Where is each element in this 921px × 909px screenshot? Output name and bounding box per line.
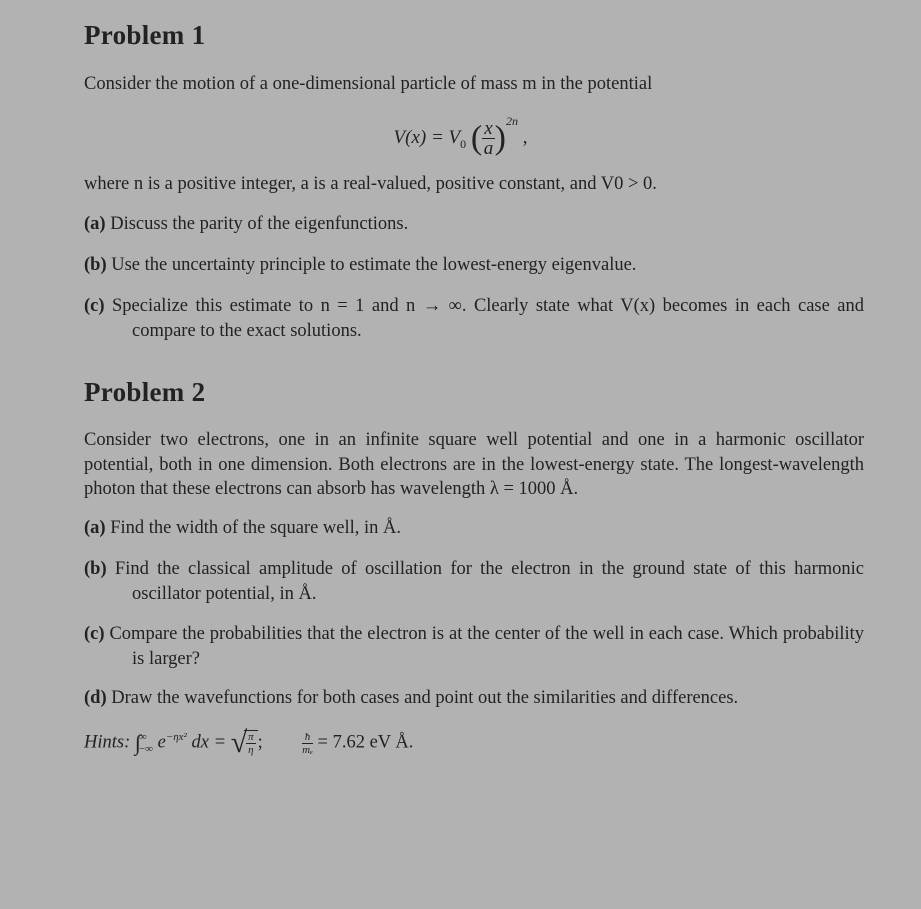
problem2-part-a xyxy=(84,516,864,541)
problem2-part-d xyxy=(84,686,864,711)
sqrt-denominator: η xyxy=(248,744,254,756)
hints-label: Hints: xyxy=(84,732,131,753)
integrand: e xyxy=(157,732,166,753)
hbar-fraction xyxy=(302,731,313,756)
hints-line xyxy=(84,726,413,760)
problem2-part-c xyxy=(84,622,864,671)
hbar-value: = 7.62 eV Å. xyxy=(317,732,414,753)
part-text: Discuss the parity of the eigenfunctions. xyxy=(110,214,409,234)
equation-sub0: 0 xyxy=(460,136,467,151)
part-text: Find the classical amplitude of oscillation for the electron in the ground state of this harmonic oscillator potential, in Å. xyxy=(114,559,864,604)
problem1-part-b xyxy=(84,253,864,278)
part-label: (b) xyxy=(84,255,107,275)
problem2-part-b xyxy=(84,557,864,606)
integral-sign: ∫ xyxy=(134,730,141,755)
part-text: Find the width of the square well, in Å. xyxy=(110,518,402,538)
part-label: (b) xyxy=(84,559,107,579)
frac-numerator: x xyxy=(484,118,493,140)
hint-separator: ; xyxy=(257,732,263,753)
hbar-denominator: mₑ xyxy=(302,743,313,756)
part-label: (a) xyxy=(84,518,106,538)
problem1-part-a xyxy=(84,212,864,237)
part-label: (c) xyxy=(84,296,105,316)
part-text: Use the uncertainty principle to estimate the lowest-energy eigenvalue. xyxy=(111,255,637,275)
problem1-conditions: where n is a positive integer, a is a real-valued, positive constant, and V0 > 0. xyxy=(84,174,657,194)
integrand-exponent: −ηx² xyxy=(165,731,187,744)
problem1-intro: Consider the motion of a one-dimensional particle of mass m in the potential xyxy=(84,74,653,94)
hbar-numerator: ħ xyxy=(302,731,313,744)
equation-lhs: V(x) = V xyxy=(393,127,461,148)
lower-limit: −∞ xyxy=(138,743,153,755)
part-text: Compare the probabilities that the electron is at the center of the well in each case. Which probability is larger? xyxy=(109,624,865,669)
equation-fraction xyxy=(482,119,494,158)
part-label: (d) xyxy=(84,688,107,708)
differential: dx = xyxy=(191,732,227,753)
part-text: Specialize this estimate to n = 1 and n → ∞. Clearly state what V(x) becomes in each case and compare to the exact solutions. xyxy=(112,296,865,341)
potential-equation: $V(x) = V_0$ ( $\frac{x}{a}$ )$^{2n}$ , xyxy=(393,114,528,160)
equation-trail: , xyxy=(522,127,528,148)
integral-limits xyxy=(139,731,153,755)
sqrt-expression: √ $\frac{\pi}{\eta}$ xyxy=(231,726,258,760)
problem2-title: Problem 2 xyxy=(84,377,206,407)
part-label: (a) xyxy=(84,214,106,234)
frac-denominator: a xyxy=(483,138,494,160)
equation-exponent: 2n xyxy=(505,114,518,128)
problem1-part-c xyxy=(84,294,864,343)
upper-limit: ∞ xyxy=(138,731,147,743)
problem2-intro: Consider two electrons, one in an infinite square well potential and one in a harmonic oscillator potential, both in one dimension. Both electrons are in the lowest-energy state. The longest-wavelength photon that these electrons can absorb has wavelength λ = 1000 Å. xyxy=(84,430,864,499)
problem1-title: Problem 1 xyxy=(84,20,206,50)
part-label: (c) xyxy=(84,624,105,644)
sqrt-numerator: π xyxy=(248,731,254,743)
part-text: Draw the wavefunctions for both cases and point out the similarities and differences. xyxy=(111,688,739,708)
